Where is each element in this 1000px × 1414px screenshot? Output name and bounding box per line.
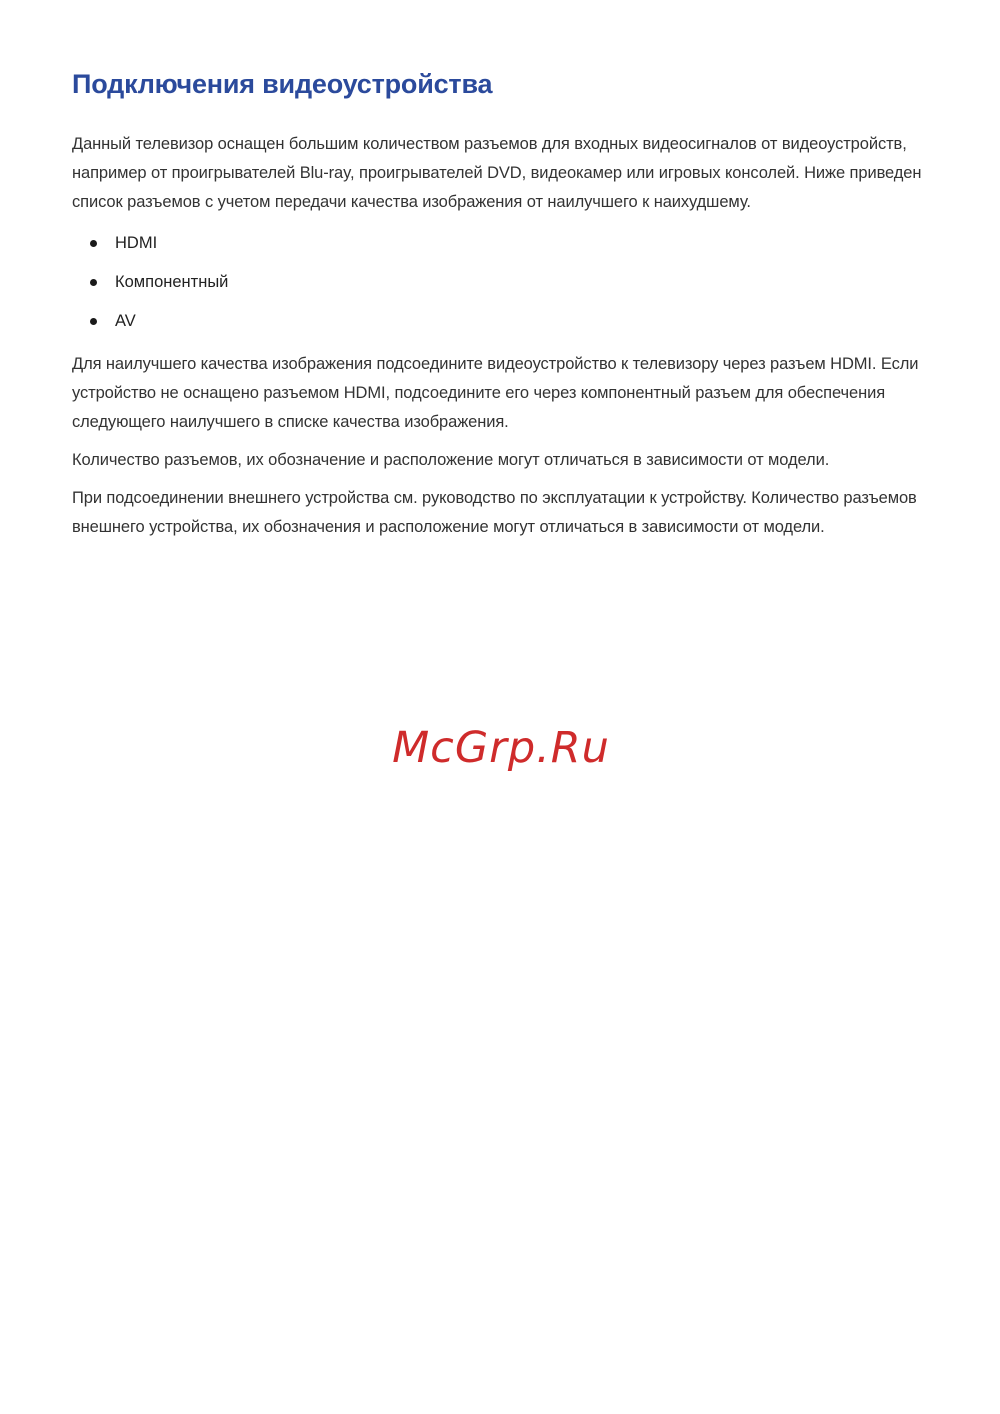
list-item-av: AV bbox=[72, 311, 930, 331]
watermark-text: McGrp.Ru bbox=[392, 723, 610, 773]
list-item-hdmi: HDMI bbox=[72, 233, 930, 253]
best-quality-paragraph: Для наилучшего качества изображения подсоедините видеоустройство к телевизору через разъем HDMI. Если устройство не оснащено разъемом HDMI, подсоедините его через компонентный разъем для обеспечения следующего наилучшего в списке качества изображения. bbox=[72, 355, 919, 431]
intro-paragraph: Данный телевизор оснащен большим количеством разъемов для входных видеосигналов от видеоустройств, например от проигрывателей Blu-ray, проигрывателей DVD, видеокамер или игровых консолей. Ниже приведен список разъемов с учетом передачи качества изображения от наилучшего к наихудшему. bbox=[72, 135, 922, 211]
connectors-note-paragraph: Количество разъемов, их обозначение и расположение могут отличаться в зависимости от модели. bbox=[72, 451, 830, 469]
page-title: Подключения видеоустройства bbox=[72, 69, 493, 99]
connection-type-list bbox=[72, 233, 930, 331]
list-item-component: Компонентный bbox=[72, 272, 930, 292]
external-device-note-paragraph: При подсоединении внешнего устройства см. руководство по эксплуатации к устройству. Количество разъемов внешнего устройства, их обозначения и расположение могут отличаться в зависимости от модели. bbox=[72, 489, 917, 536]
